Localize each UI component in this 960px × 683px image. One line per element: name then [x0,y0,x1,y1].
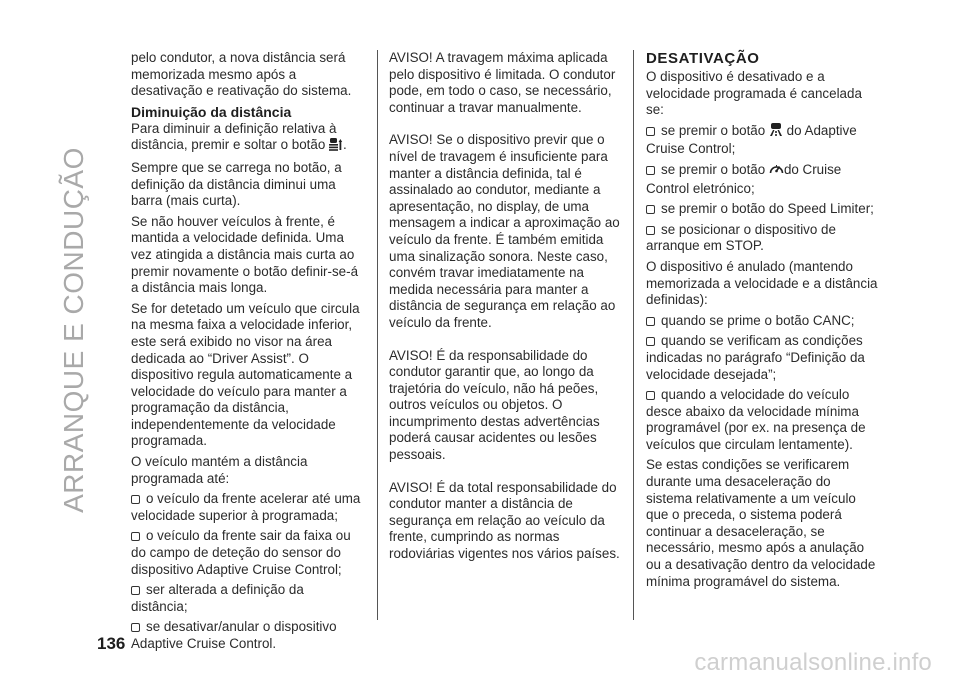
warning-paragraph: AVISO! É da responsabilidade do condutor garantir que, ao longo da trajetória do veículo, não há peões, outros veículos ou objetos. O incumprimento destas advertências poderá causar acidentes ou lesões pessoais. [389,347,600,463]
cruise-control-icon [769,162,784,181]
column-middle [389,50,621,579]
list-item-text: o veículo da frente sair da faixa ou do campo de deteção do sensor do dispositivo Adaptive Cruise Control; [131,528,351,577]
column-right [646,50,880,594]
list-item-text: do Cruise Control eletrónico; [646,161,842,196]
list-item-text: do Adaptive Cruise Control; [646,122,857,157]
warning-paragraph: AVISO! É da total responsabilidade do condutor manter a distância de segurança em relação ao veículo da frente, cumprindo as normas rodoviárias vigentes nos vários países. [389,479,620,562]
list-item-text: se premir o botão do Speed Limiter; [661,201,874,217]
paragraph-end: . [343,137,347,153]
bullet-icon [646,317,655,326]
list-item [646,123,880,158]
list-item [131,528,363,578]
list-item [646,333,880,383]
paragraph: Se estas condições se verificarem durante uma desaceleração do sistema relativamente a um veículo que o preceda, o sistema poderá continuar a desaceleração, se necessário, mesmo após a anulação ou a desativação dentro da velocidade mínima programável do sistema. [646,457,876,589]
paragraph: Se não houver veículos à frente, é mantida a velocidade definida. Uma vez atingida a distância mais curta ao premir novamente o botão definir-se-á a distância mais longa. [131,213,359,296]
list-item-text: se premir o botão [661,122,766,138]
list-item-text: ser alterada a definição da distância; [131,582,304,614]
list-item [646,201,880,218]
bullet-icon [646,226,655,235]
bullet-icon [646,205,655,214]
list-item-text: quando a velocidade do veículo desce abaixo da velocidade mínima programável (por ex. na presença de veículos que circulam lentamente). [646,387,866,452]
paragraph: O veículo mantém a distância programada até: [131,454,308,486]
list-item-text: quando se prime o botão CANC; [661,312,855,328]
list-item-text: o veículo da frente acelerar até uma velocidade superior à programada; [131,491,361,523]
bullet-icon [646,166,655,175]
column-left [131,50,363,657]
warning-paragraph: AVISO! A travagem máxima aplicada pelo dispositivo é limitada. O condutor pode, em todo o caso, se necessário, continuar a travar manualmente. [389,50,616,115]
heading-diminuicao-distancia: Diminuição da distância [131,103,292,120]
heading-desativacao: DESATIVAÇÃO [646,50,760,67]
paragraph: Se for detetado um veículo que circula na mesma faixa a velocidade inferior, este será exibido no visor na área dedicada ao “Driver Assist”. O dispositivo regula automaticamente a velocidade do veículo para manter a programação da distância, independentemente da velocidade programada. [131,300,360,449]
list-item [646,387,880,453]
list-item [646,162,880,197]
bullet-icon [646,337,655,346]
bullet-icon [646,391,655,400]
column-divider [377,50,378,620]
section-side-title-text: ARRANQUE E CONDUÇÃO [58,147,89,513]
distance-decrease-icon [329,138,343,156]
paragraph-text: Para diminuir a definição relativa à distância, premir e soltar o botão [131,120,337,153]
paragraph [131,121,363,156]
bullet-icon [646,127,655,136]
list-item [131,619,363,652]
paragraph: pelo condutor, a nova distância será memorizada mesmo após a desativação e reativação do sistema. [131,50,352,99]
list-item-text: quando se verificam as condições indicadas no parágrafo “Definição da velocidade desejada”; [646,333,865,382]
list-item-text: se desativar/anular o dispositivo Adaptive Cruise Control. [131,619,337,651]
watermark: carmanualsonline.info [694,649,932,676]
paragraph: Sempre que se carrega no botão, a definição da distância diminui uma barra (mais curta). [131,159,342,209]
list-item [131,582,363,615]
list-item-text: se posicionar o dispositivo de arranque em STOP. [646,221,836,254]
bullet-icon [131,623,140,632]
list-item-text: se premir o botão [661,161,766,177]
bullet-icon [131,495,140,504]
bullet-icon [131,586,140,595]
warning-paragraph: AVISO! Se o dispositivo previr que o nível de travagem é insuficiente para manter a distância definida, tal é assinalado ao condutor, mediante a apresentação, no display, de uma mensagem a indicar a aproximação ao veículo da frente. É também emitida uma sinalização sonora. Neste caso, convém travar imediatamente na medida necessária para manter a distância de segurança em relação ao veículo da frente. [389,132,620,330]
list-item [646,222,880,255]
bullet-icon [131,532,140,541]
paragraph: O dispositivo é desativado e a velocidade programada é cancelada se: [646,69,862,118]
list-item [131,491,363,524]
page-number: 136 [97,634,126,653]
column-divider [633,50,634,620]
adaptive-cruise-control-icon [769,123,783,142]
paragraph: O dispositivo é anulado (mantendo memorizada a velocidade e a distância definidas): [646,258,878,308]
list-item [646,313,880,330]
